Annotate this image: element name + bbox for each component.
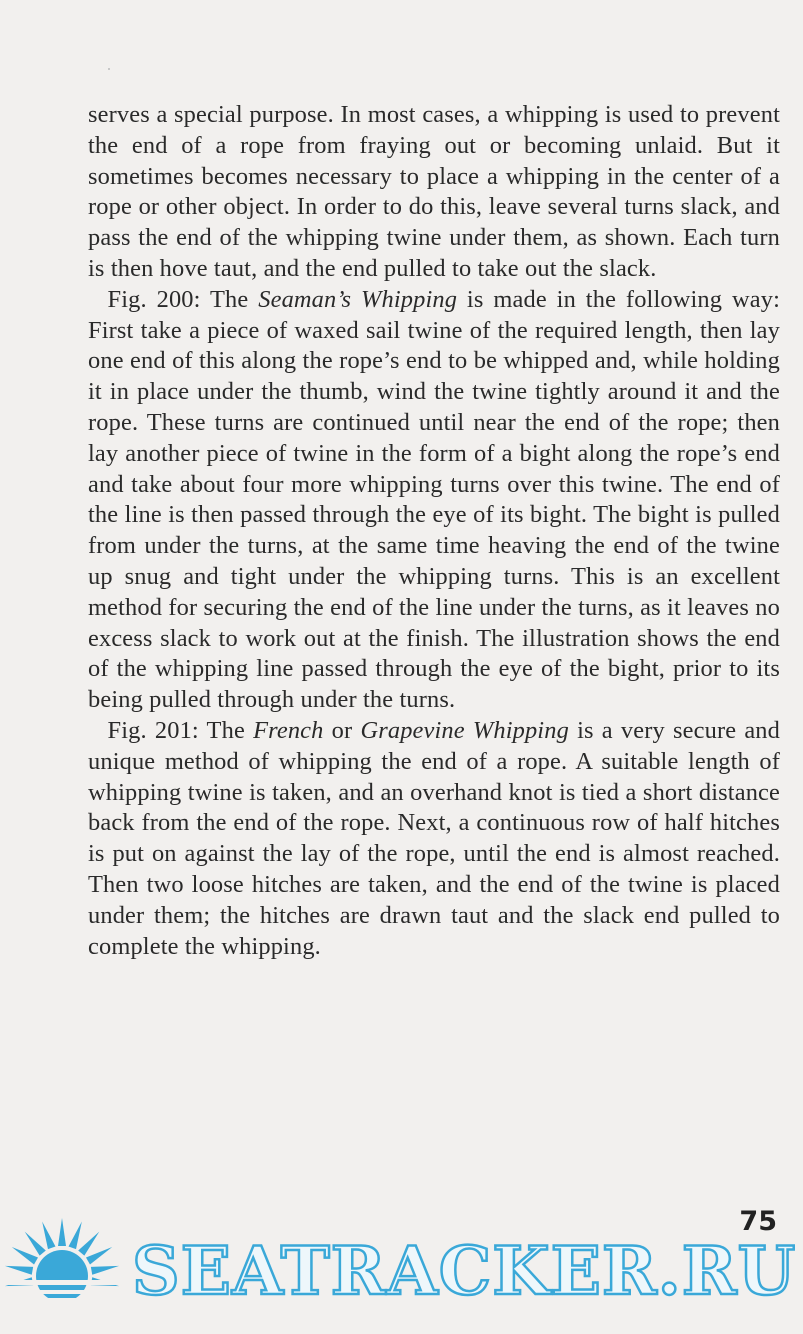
watermark-text: SEATRACKER.RU [132, 1232, 797, 1310]
italic-term: Seaman’s Whipping [258, 285, 458, 313]
text-run: Fig. 200: The [107, 285, 259, 313]
text-run: is a very secure and unique method of whipping the end of a rope. A suitable length of whipping twine is taken, and an overhand knot is tied a short distance back from the end of the rope. Next, a continuous row of half hitches is put on against the lay of the rope, until the end is almost reached. Then two loose hitches are taken, and the end of the twine is placed under them; the hitches are drawn taut and the slack end pulled to complete the whipping. [88, 716, 781, 960]
sun-icon [0, 1214, 124, 1324]
scan-speck [108, 68, 110, 70]
text-run: serves a special purpose. In most cases, a whipping is used to prevent the end of a rope from fraying out or becoming unlaid. But it sometimes becomes necessary to place a whipping in the center of a rope or other object. In order to do this, leave several turns slack, and pass the end of the whipping twine under them, as shown. Each turn is then hove taut, and the end pulled to take out the slack. [88, 101, 780, 282]
text-run: Fig. 201: The [107, 716, 254, 744]
paragraph-p2 [88, 285, 780, 716]
page-number: 75 [739, 1206, 777, 1237]
body-text [88, 100, 780, 962]
paragraph-p1 [88, 100, 780, 285]
paragraph-p3 [88, 716, 780, 962]
italic-term: Grapevine Whipping [360, 716, 569, 744]
text-run: is made in the following way: First take a piece of waxed sail twine of the required length, then lay one end of this along the rope’s end to be whipped and, while holding it in place under the thumb, wind the twine tightly around it and the rope. These turns are continued until near the end of the rope; then lay another piece of twine in the form of a bight along the rope’s end and take about four more whipping turns over this twine. The end of the line is then passed through the eye of its bight. The bight is pulled from under the turns, at the same time heaving the end of the twine up snug and tight under the whipping turns. This is an excellent method for securing the end of the line under the turns, as it leaves no excess slack to work out at the finish. The illustration shows the end of the whipping line passed through the eye of the bight, prior to its being pulled through under the turns. [88, 285, 780, 714]
italic-term: French [253, 716, 324, 744]
text-run: or [323, 716, 361, 744]
